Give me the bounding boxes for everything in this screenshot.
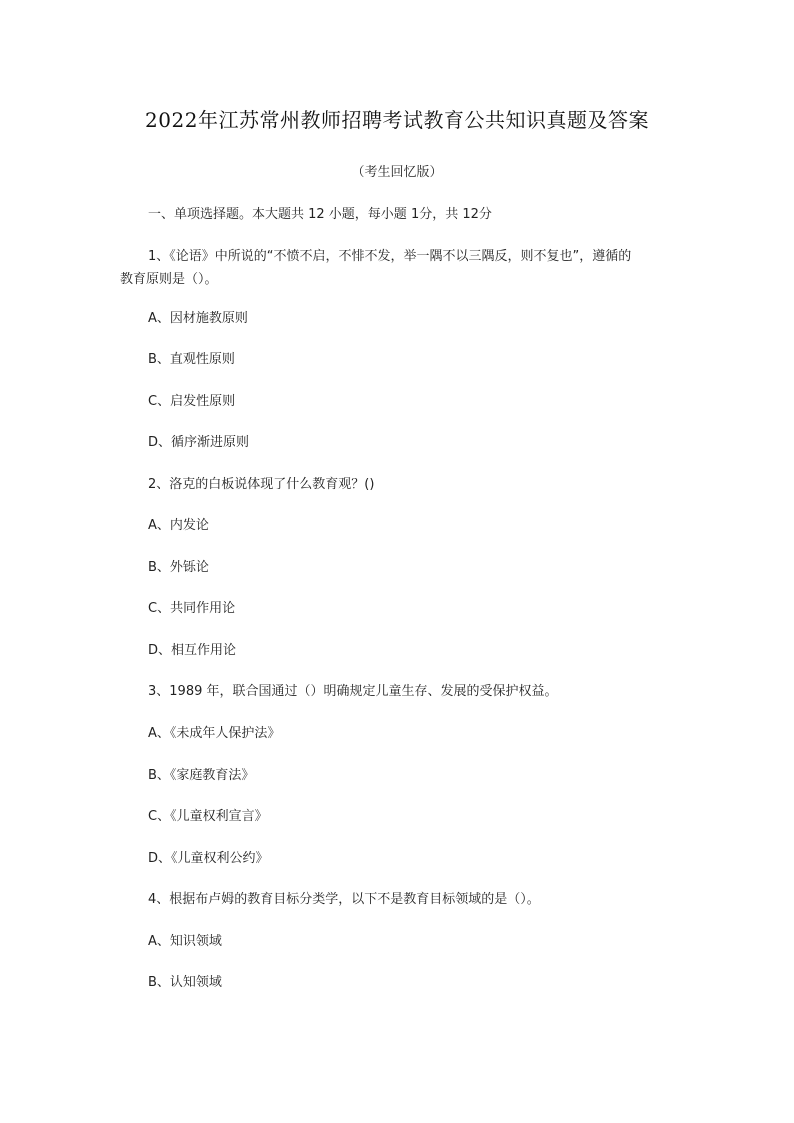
question-3-option-b: B、《家庭教育法》 bbox=[148, 768, 255, 783]
section-heading: 一、单项选择题。本大题共 12 小题，每小题 1分，共 12分 bbox=[148, 207, 492, 222]
question-2-option-b: B、外铄论 bbox=[148, 560, 209, 575]
question-2-option-a: A、内发论 bbox=[148, 518, 209, 533]
question-1-stem-line2: 教育原则是（）。 bbox=[120, 272, 218, 287]
question-3-stem: 3、1989 年，联合国通过（）明确规定儿童生存、发展的受保护权益。 bbox=[148, 684, 558, 699]
question-1-option-a: A、因材施教原则 bbox=[148, 311, 248, 326]
question-4-stem: 4、根据布卢姆的教育目标分类学，以下不是教育目标领域的是（）。 bbox=[148, 892, 540, 907]
document-subtitle: （考生回忆版） bbox=[351, 165, 443, 180]
question-3-option-c: C、《儿童权利宣言》 bbox=[148, 809, 268, 824]
question-4-option-b: B、认知领域 bbox=[148, 975, 222, 990]
document-title: 2022年江苏常州教师招聘考试教育公共知识真题及答案 bbox=[145, 108, 649, 132]
question-2-option-d: D、相互作用论 bbox=[148, 643, 237, 658]
question-4-option-a: A、知识领域 bbox=[148, 934, 222, 949]
question-2-stem: 2、洛克的白板说体现了什么教育观？() bbox=[148, 477, 375, 492]
question-3-option-a: A、《未成年人保护法》 bbox=[148, 726, 281, 741]
question-2-option-c: C、共同作用论 bbox=[148, 601, 236, 616]
question-3-option-d: D、《儿童权利公约》 bbox=[148, 851, 269, 866]
question-1-option-c: C、启发性原则 bbox=[148, 394, 236, 409]
question-1-option-d: D、循序渐进原则 bbox=[148, 435, 250, 450]
question-1-option-b: B、直观性原则 bbox=[148, 352, 235, 367]
question-1-stem-line1: 1、《论语》中所说的“不愤不启，不悱不发，举一隅不以三隅反，则不复也”，遵循的 bbox=[148, 249, 632, 264]
